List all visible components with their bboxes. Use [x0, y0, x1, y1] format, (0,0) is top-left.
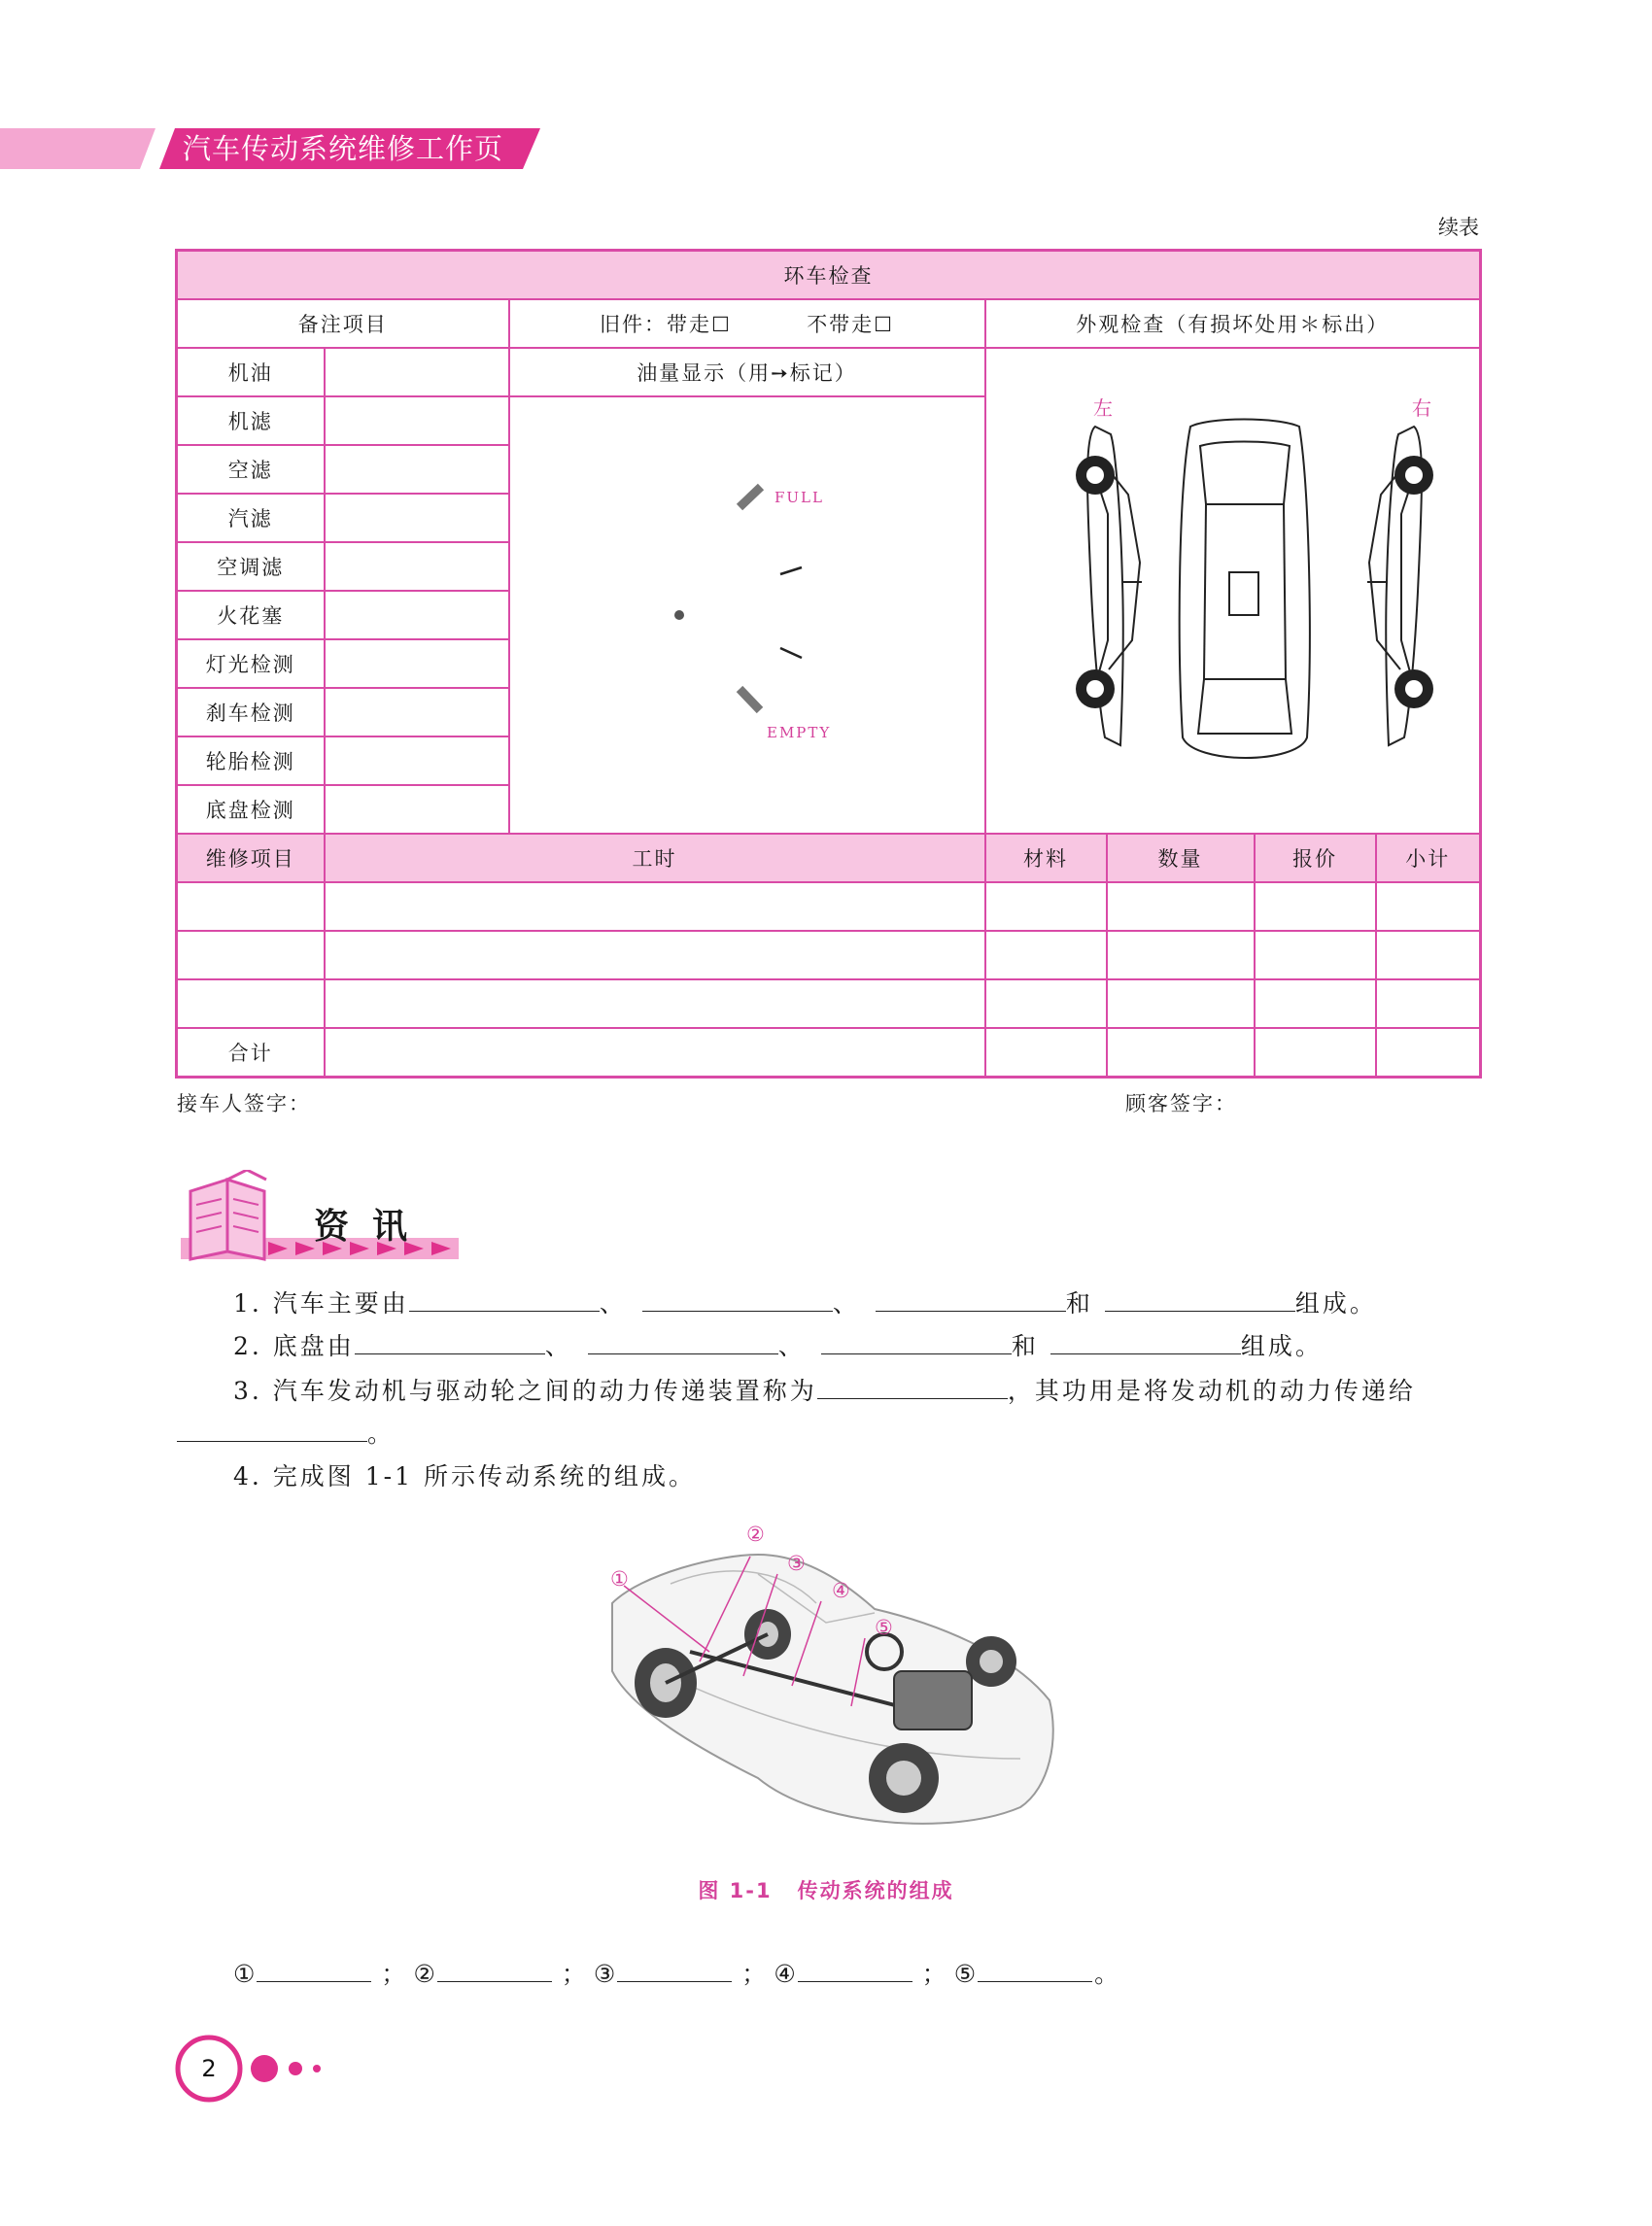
answer-blank[interactable] [817, 1373, 1008, 1399]
total-cell[interactable] [985, 1028, 1107, 1077]
repair-cell[interactable] [985, 931, 1107, 979]
repair-cell[interactable] [985, 882, 1107, 931]
figure-answers [233, 1955, 1119, 1990]
answer-blank[interactable] [798, 1956, 912, 1982]
q2-suffix: 组成。 [1240, 1332, 1323, 1360]
check-item: 底盘检测 [177, 785, 325, 834]
repair-cell[interactable] [1376, 882, 1481, 931]
check-item-value[interactable] [325, 591, 509, 639]
gauge-tick-lower [780, 648, 802, 658]
check-item-value[interactable] [325, 542, 509, 591]
check-item: 机油 [177, 348, 325, 396]
total-cell[interactable] [1107, 1028, 1255, 1077]
check-item-value[interactable] [325, 785, 509, 834]
q3-prefix: 3. 汽车发动机与驱动轮之间的动力传递装置称为 [233, 1377, 817, 1405]
answer-blank[interactable] [978, 1956, 1092, 1982]
q1-suffix: 组成。 [1294, 1289, 1377, 1318]
repair-cell[interactable] [325, 931, 985, 979]
repair-header-hours: 工时 [325, 834, 985, 882]
old-parts-cell [509, 299, 985, 348]
total-cell[interactable] [1376, 1028, 1481, 1077]
old-parts-leave[interactable]: 不带走☐ [807, 312, 895, 336]
car-diagram-cell[interactable] [985, 348, 1481, 834]
answer-blank[interactable] [1050, 1328, 1241, 1354]
table-title: 环车检查 [177, 251, 1481, 299]
figure-caption-text: 传动系统的组成 [797, 1879, 954, 1902]
repair-cell[interactable] [1255, 931, 1376, 979]
answer-end: 。 [1094, 1960, 1119, 1988]
section-title: 资讯 [314, 1206, 431, 1247]
repair-cell[interactable] [325, 979, 985, 1028]
answer-label: ⑤ [953, 1960, 977, 1988]
callout-1: ① [610, 1567, 629, 1591]
customer-signature-label: 顾客签字： [1125, 1092, 1237, 1115]
answer-label: ② [413, 1960, 435, 1988]
check-item: 机滤 [177, 396, 325, 445]
gauge-full-label: FULL [774, 488, 824, 506]
q1-sep: 、 [599, 1289, 627, 1318]
continued-label: 续表 [1438, 216, 1479, 239]
repair-cell[interactable] [1255, 979, 1376, 1028]
gauge-tick-upper [780, 567, 802, 574]
vehicle-inspection-table [175, 249, 1482, 1079]
repair-cell[interactable] [177, 979, 325, 1028]
engine-block [894, 1671, 972, 1729]
check-item-value[interactable] [325, 396, 509, 445]
check-item-value[interactable] [325, 348, 509, 396]
question-1 [233, 1284, 1377, 1319]
car-left-label: 左 [1092, 395, 1115, 420]
repair-cell[interactable] [1107, 979, 1255, 1028]
drivetrain-figure [583, 1516, 1069, 1866]
answer-blank[interactable] [257, 1956, 371, 1982]
figure-caption [0, 1875, 1652, 1904]
callout-3: ③ [787, 1552, 806, 1575]
answer-blank[interactable] [821, 1328, 1012, 1354]
gauge-empty-mark [740, 689, 760, 710]
check-item: 轮胎检测 [177, 736, 325, 785]
check-item-value[interactable] [325, 494, 509, 542]
q2-prefix: 2. 底盘由 [233, 1332, 355, 1360]
total-label: 合计 [177, 1028, 325, 1077]
old-parts-take[interactable]: 旧件：带走☐ [599, 312, 732, 336]
car-outline-diagram [986, 349, 1482, 835]
car-top-view-icon [1179, 419, 1309, 758]
answer-separator: ； [921, 1960, 946, 1988]
q1-sep: 、 [832, 1289, 860, 1318]
total-cell[interactable] [325, 1028, 985, 1077]
q3-mid: ，其功用是将发动机的动力传递给 [1007, 1377, 1416, 1405]
q1-prefix: 1. 汽车主要由 [233, 1289, 409, 1318]
question-3 [233, 1372, 1416, 1407]
check-item: 空滤 [177, 445, 325, 494]
check-item-value[interactable] [325, 688, 509, 736]
repair-row [177, 979, 1481, 1028]
answer-separator: ； [741, 1960, 767, 1988]
answer-label: ④ [774, 1960, 796, 1988]
answer-blank[interactable] [409, 1285, 600, 1312]
repair-cell[interactable] [985, 979, 1107, 1028]
repair-row [177, 931, 1481, 979]
q2-and: 和 [1011, 1332, 1039, 1360]
gauge-pivot [674, 610, 684, 620]
callout-5: ⑤ [875, 1616, 893, 1639]
check-item: 刹车检测 [177, 688, 325, 736]
q1-and: 和 [1065, 1289, 1093, 1318]
answer-blank[interactable] [1105, 1285, 1295, 1312]
answer-blank[interactable] [588, 1328, 778, 1354]
callout-4: ④ [832, 1579, 850, 1602]
gauge-full-mark [740, 487, 761, 507]
total-row [177, 1028, 1481, 1077]
answer-blank[interactable] [355, 1328, 545, 1354]
check-item: 灯光检测 [177, 639, 325, 688]
check-item-value[interactable] [325, 736, 509, 785]
repair-header-subtotal: 小计 [1376, 834, 1481, 882]
answer-blank[interactable] [177, 1416, 367, 1442]
answer-label: ③ [593, 1960, 616, 1988]
answer-label: ① [233, 1960, 256, 1988]
repair-cell[interactable] [325, 882, 985, 931]
answer-blank[interactable] [617, 1956, 732, 1982]
gauge-empty-label: EMPTY [766, 723, 831, 741]
repair-header-item: 维修项目 [177, 834, 325, 882]
callout-2: ② [746, 1523, 765, 1546]
repair-cell[interactable] [177, 931, 325, 979]
total-cell[interactable] [1255, 1028, 1376, 1077]
question-2 [233, 1327, 1323, 1362]
repair-cell[interactable] [1376, 979, 1481, 1028]
check-item: 汽滤 [177, 494, 325, 542]
repair-header-quantity: 数量 [1107, 834, 1255, 882]
figure-number: 图 1-1 [698, 1879, 773, 1902]
repair-cell[interactable] [177, 882, 325, 931]
repair-cell[interactable] [1376, 931, 1481, 979]
answer-separator: ； [381, 1960, 406, 1988]
check-item: 空调滤 [177, 542, 325, 591]
repair-cell[interactable] [1107, 882, 1255, 931]
answer-blank[interactable] [876, 1285, 1066, 1312]
check-item: 火花塞 [177, 591, 325, 639]
repair-cell[interactable] [1107, 931, 1255, 979]
receiver-signature-label: 接车人签字： [177, 1092, 311, 1115]
check-item-value[interactable] [325, 639, 509, 688]
q3-end: 。 [367, 1420, 396, 1448]
q2-sep: 、 [777, 1332, 806, 1360]
answer-separator: ； [561, 1960, 586, 1988]
oil-gauge [510, 397, 986, 835]
oil-gauge-cell[interactable] [509, 396, 985, 834]
answer-blank[interactable] [437, 1956, 552, 1982]
car-right-label: 右 [1411, 395, 1433, 420]
check-item-value[interactable] [325, 445, 509, 494]
question-4: 4. 完成图 1-1 所示传动系统的组成。 [233, 1462, 696, 1490]
header-title: 汽车传动系统维修工作页 [183, 132, 504, 165]
repair-header-quote: 报价 [1255, 834, 1376, 882]
oil-gauge-header: 油量显示（用➙标记） [509, 348, 985, 396]
repair-row [177, 882, 1481, 931]
q2-sep: 、 [544, 1332, 572, 1360]
appearance-header: 外观检查（有损坏处用＊标出） [985, 299, 1481, 348]
repair-cell[interactable] [1255, 882, 1376, 931]
answer-blank[interactable] [642, 1285, 833, 1312]
page-number: 2 [201, 2055, 217, 2082]
repair-header-material: 材料 [985, 834, 1107, 882]
remark-header: 备注项目 [177, 299, 509, 348]
question-3-cont [177, 1415, 395, 1450]
